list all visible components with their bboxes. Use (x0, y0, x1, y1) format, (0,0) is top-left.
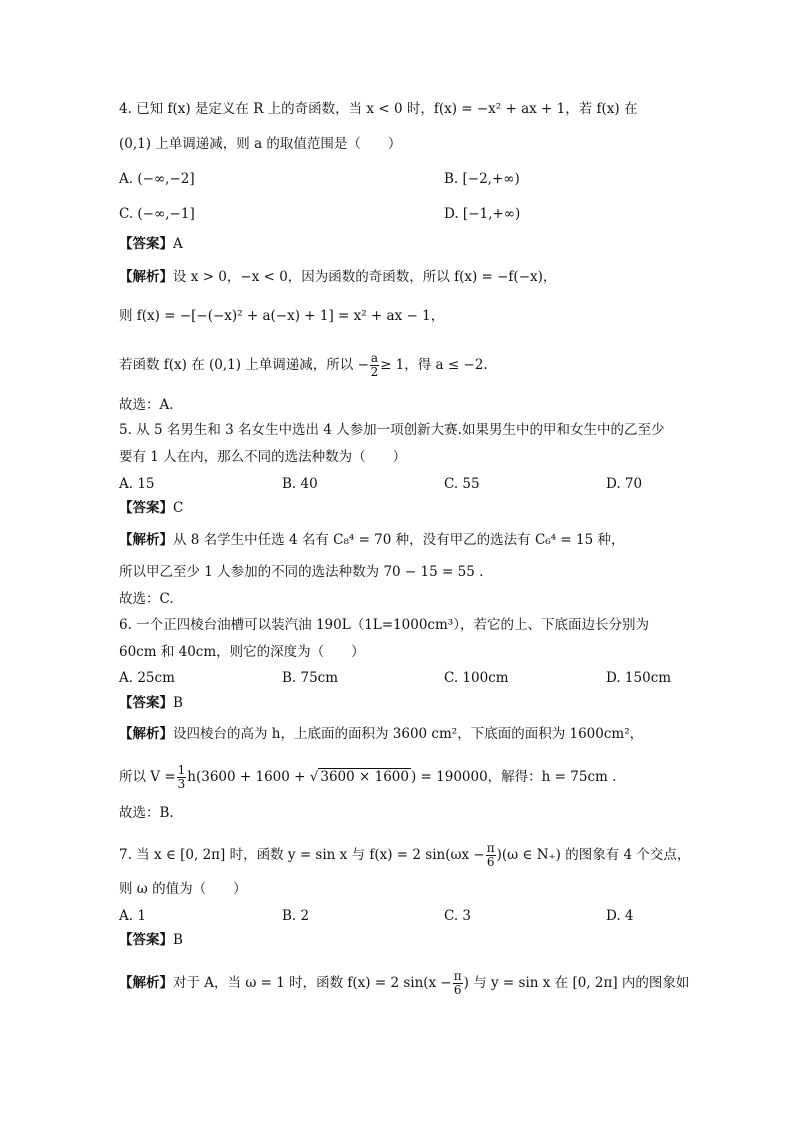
answer-value: A (173, 236, 183, 252)
fraction-denominator: 2 (370, 365, 379, 379)
q6-analysis-line1 (119, 724, 684, 744)
fraction (453, 970, 463, 997)
fraction (177, 764, 187, 791)
analysis-label: 【解析】 (119, 532, 173, 548)
fraction-numerator: 1 (177, 763, 186, 777)
analysis-text: ≥ 1，得 a ≤ −2. (380, 357, 488, 373)
square-root: 3600 × 1600 (320, 769, 409, 785)
analysis-text: ) = 190000，解得：h = 75cm . (410, 769, 617, 785)
q6-stem-line2: 60cm 和 40cm，则它的深度为（ ） (119, 644, 365, 660)
q4-stem-line1: 4. 已知 f(x) 是定义在 R 上的奇函数，当 x < 0 时，f(x) = −x² + ax + 1，若 f(x) 在 (119, 101, 638, 117)
answer-label: 【答案】 (119, 695, 173, 711)
q5-analysis-line1 (119, 530, 684, 550)
fraction-denominator: 6 (486, 855, 495, 869)
q4-analysis-line3 (119, 352, 684, 379)
answer-value: C (173, 500, 184, 516)
answer-value: B (173, 695, 183, 711)
q6-option-d: D. 150cm (606, 670, 672, 686)
q5-conclusion: 故选：C. (119, 591, 174, 607)
analysis-label: 【解析】 (119, 975, 173, 991)
answer-value: B (173, 932, 183, 948)
q6-conclusion: 故选：B. (119, 805, 174, 821)
fraction-denominator: 6 (453, 983, 462, 997)
q7-option-a: A. 1 (119, 908, 146, 924)
analysis-text: 所以 V = (119, 769, 176, 785)
q4-analysis-line2: 则 f(x) = −[−(−x)² + a(−x) + 1] = x² + ax − 1， (119, 308, 445, 324)
analysis-text: 对于 A，当 ω = 1 时，函数 f(x) = 2 sin(x − (173, 975, 452, 991)
q6-analysis-line2: 所以 V = $\frac{1}{3}$ h(3600 + 1600 + √ 3600 × 1600 ) = 190000，解得：h = 75cm . (119, 763, 617, 791)
q7-option-d: D. 4 (606, 908, 634, 924)
q7-stem-line1 (119, 841, 691, 869)
fraction-numerator: π (486, 841, 495, 855)
stem-text: 7. 当 x ∈ [0, 2π] 时，函数 y = sin x 与 f(x) = 2 sin(ωx − (119, 847, 485, 863)
q6-stem-line1: 6. 一个正四棱台油槽可以装汽油 190L（1L=1000cm³），若它的上、下底面边长分别为 (119, 617, 649, 633)
q5-stem-line1: 5. 从 5 名男生和 3 名女生中选出 4 人参加一项创新大赛.如果男生中的甲和女生中的乙至少 (119, 422, 665, 438)
answer-label: 【答案】 (119, 932, 173, 948)
analysis-text: 从 8 名学生中任选 4 名有 C₈⁴ = 70 种，没有甲乙的选法有 C₆⁴ = 15 种， (173, 532, 625, 548)
fraction (486, 842, 496, 869)
analysis-text: 设四棱台的高为 h，上底面的面积为 3600 cm²，下底面的面积为 1600cm²， (173, 726, 644, 742)
analysis-text: 若函数 f(x) 在 (0,1) 上单调递减，所以 − (119, 357, 369, 373)
q6-option-c: C. 100cm (444, 670, 509, 686)
q5-option-d: D. 70 (606, 476, 643, 492)
q5-answer (119, 498, 684, 518)
q4-option-b: B. [−2,+∞) (444, 171, 520, 187)
q7-option-c: C. 3 (444, 908, 472, 924)
fraction-numerator: π (453, 969, 462, 983)
fraction-denominator: 3 (177, 777, 186, 791)
q7-answer (119, 930, 684, 950)
q4-answer (119, 234, 684, 254)
q4-option-c: C. (−∞,−1] (119, 206, 195, 222)
q7-stem-line2: 则 ω 的值为（ ） (119, 881, 247, 897)
q5-analysis-line2: 所以甲乙至少 1 人参加的不同的选法种数为 70 − 15 = 55 . (119, 564, 484, 580)
q4-analysis-line1 (119, 267, 684, 287)
q5-stem-line2: 要有 1 人在内，那么不同的选法种数为（ ） (119, 449, 407, 465)
analysis-label: 【解析】 (119, 269, 173, 285)
analysis-text: h(3600 + 1600 + (187, 769, 310, 785)
analysis-text: ) 与 y = sin x 在 [0, 2π] 内的图象如 (463, 975, 690, 991)
answer-label: 【答案】 (119, 500, 173, 516)
q7-analysis-line1 (119, 969, 690, 997)
fraction-numerator: a (370, 351, 379, 365)
q5-option-c: C. 55 (444, 476, 480, 492)
q4-option-d: D. [−1,+∞) (444, 206, 521, 222)
q5-option-a: A. 15 (119, 476, 155, 492)
analysis-text: 设 x > 0，−x < 0，因为函数的奇函数，所以 f(x) = −f(−x)， (173, 269, 557, 285)
q6-option-b: B. 75cm (282, 670, 339, 686)
q7-option-b: B. 2 (282, 908, 310, 924)
answer-label: 【答案】 (119, 236, 173, 252)
q4-stem-line2: (0,1) 上单调递减，则 a 的取值范围是（ ） (119, 136, 402, 152)
q6-answer (119, 693, 684, 713)
fraction (370, 352, 379, 379)
q4-option-a: A. (−∞,−2] (119, 171, 195, 187)
analysis-label: 【解析】 (119, 726, 173, 742)
q4-conclusion: 故选：A. (119, 397, 174, 413)
q5-option-b: B. 40 (282, 476, 318, 492)
stem-text: )(ω ∈ N₊) 的图象有 4 个交点， (496, 847, 691, 863)
q6-option-a: A. 25cm (119, 670, 175, 686)
